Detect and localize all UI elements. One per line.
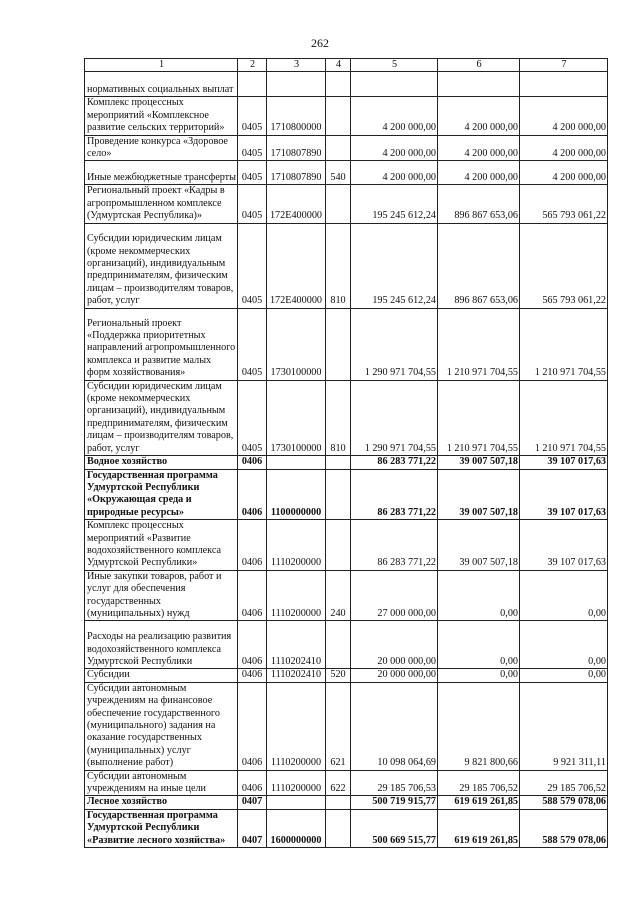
amount-year-2: 619 619 261,85 xyxy=(438,796,520,809)
expense-type-code xyxy=(326,456,351,469)
amount-year-2: 0,00 xyxy=(438,570,520,621)
target-article-code: 1710807890 xyxy=(267,161,326,185)
target-article-code: 1100000000 xyxy=(267,469,326,520)
amount-year-3: 4 200 000,00 xyxy=(520,97,608,135)
amount-year-1: 10 098 064,69 xyxy=(351,682,438,770)
table-row xyxy=(85,809,608,847)
table-row xyxy=(85,308,608,380)
amount-year-1: 4 200 000,00 xyxy=(351,97,438,135)
target-article-code: 1110200000 xyxy=(267,570,326,621)
amount-year-3: 0,00 xyxy=(520,570,608,621)
section-code: 0405 xyxy=(238,380,267,455)
table-row xyxy=(85,621,608,669)
section-code: 0406 xyxy=(238,520,267,571)
expense-type-code xyxy=(326,308,351,380)
col-header-7: 7 xyxy=(520,59,608,72)
amount-year-1: 500 719 915,77 xyxy=(351,796,438,809)
row-name: Иные закупки товаров, работ и услуг для обеспечения государственных (муниципальных) нужд xyxy=(85,570,238,621)
expense-type-code xyxy=(326,135,351,161)
row-name: Государственная программа Удмуртской Республики «Развитие лесного хозяйства» xyxy=(85,809,238,847)
expense-type-code: 810 xyxy=(326,223,351,308)
amount-year-1: 20 000 000,00 xyxy=(351,621,438,669)
expense-type-code xyxy=(326,97,351,135)
col-header-5: 5 xyxy=(351,59,438,72)
table-row xyxy=(85,669,608,682)
table-row xyxy=(85,185,608,223)
amount-year-2: 4 200 000,00 xyxy=(438,97,520,135)
header-row xyxy=(85,59,608,72)
target-article-code: 1710807890 xyxy=(267,135,326,161)
row-name: Лесное хозяйство xyxy=(85,796,238,809)
target-article-code xyxy=(267,456,326,469)
col-header-4: 4 xyxy=(326,59,351,72)
target-article-code xyxy=(267,796,326,809)
expense-type-code: 240 xyxy=(326,570,351,621)
amount-year-3: 0,00 xyxy=(520,621,608,669)
row-name: Субсидии xyxy=(85,669,238,682)
table-row xyxy=(85,469,608,520)
target-article-code: 172E400000 xyxy=(267,185,326,223)
amount-year-1: 86 283 771,22 xyxy=(351,469,438,520)
section-code: 0405 xyxy=(238,135,267,161)
table-row xyxy=(85,796,608,809)
row-name: Иные межбюджетные трансферты xyxy=(85,161,238,185)
section-code: 0405 xyxy=(238,308,267,380)
expense-type-code xyxy=(326,185,351,223)
amount-year-2: 4 200 000,00 xyxy=(438,161,520,185)
amount-year-3: 0,00 xyxy=(520,669,608,682)
section-code: 0406 xyxy=(238,570,267,621)
table-row xyxy=(85,682,608,770)
target-article-code: 1110200000 xyxy=(267,520,326,571)
budget-table xyxy=(84,58,608,848)
section-code xyxy=(238,72,267,97)
amount-year-3: 39 107 017,63 xyxy=(520,520,608,571)
page-number: 262 xyxy=(311,36,329,50)
amount-year-1: 27 000 000,00 xyxy=(351,570,438,621)
amount-year-3: 29 185 706,52 xyxy=(520,770,608,796)
amount-year-3: 588 579 078,06 xyxy=(520,796,608,809)
expense-type-code xyxy=(326,809,351,847)
amount-year-2: 1 210 971 704,55 xyxy=(438,380,520,455)
section-code: 0405 xyxy=(238,223,267,308)
section-code: 0406 xyxy=(238,456,267,469)
target-article-code: 1600000000 xyxy=(267,809,326,847)
amount-year-3: 4 200 000,00 xyxy=(520,161,608,185)
amount-year-2: 4 200 000,00 xyxy=(438,135,520,161)
col-header-3: 3 xyxy=(267,59,326,72)
amount-year-1: 1 290 971 704,55 xyxy=(351,380,438,455)
col-header-6: 6 xyxy=(438,59,520,72)
row-name: Региональный проект «Кадры в агропромышленном комплексе (Удмуртская Республика)» xyxy=(85,185,238,223)
amount-year-2: 39 007 507,18 xyxy=(438,456,520,469)
row-name: Субсидии юридическим лицам (кроме некоммерческих организаций), индивидуальным предпринимателям, физическим лицам – производителям товаров, работ, услуг xyxy=(85,223,238,308)
amount-year-3: 565 793 061,22 xyxy=(520,223,608,308)
expense-type-code xyxy=(326,72,351,97)
expense-type-code: 540 xyxy=(326,161,351,185)
row-name: Государственная программа Удмуртской Республики «Окружающая среда и природные ресурсы» xyxy=(85,469,238,520)
target-article-code: 1730100000 xyxy=(267,308,326,380)
amount-year-3: 4 200 000,00 xyxy=(520,135,608,161)
expense-type-code xyxy=(326,796,351,809)
amount-year-3: 1 210 971 704,55 xyxy=(520,380,608,455)
col-header-2: 2 xyxy=(238,59,267,72)
target-article-code: 1110200000 xyxy=(267,770,326,796)
section-code: 0407 xyxy=(238,796,267,809)
amount-year-2: 896 867 653,06 xyxy=(438,223,520,308)
table-row xyxy=(85,520,608,571)
amount-year-1: 4 200 000,00 xyxy=(351,161,438,185)
section-code: 0406 xyxy=(238,682,267,770)
amount-year-2: 1 210 971 704,55 xyxy=(438,308,520,380)
target-article-code: 1110202410 xyxy=(267,621,326,669)
expense-type-code: 810 xyxy=(326,380,351,455)
expense-type-code: 622 xyxy=(326,770,351,796)
expense-type-code xyxy=(326,469,351,520)
amount-year-1: 20 000 000,00 xyxy=(351,669,438,682)
amount-year-1: 4 200 000,00 xyxy=(351,135,438,161)
amount-year-1: 1 290 971 704,55 xyxy=(351,308,438,380)
section-code: 0406 xyxy=(238,669,267,682)
amount-year-1: 195 245 612,24 xyxy=(351,185,438,223)
table-row xyxy=(85,223,608,308)
amount-year-2: 39 007 507,18 xyxy=(438,520,520,571)
amount-year-2: 0,00 xyxy=(438,621,520,669)
amount-year-3 xyxy=(520,72,608,97)
section-code: 0407 xyxy=(238,809,267,847)
section-code: 0406 xyxy=(238,770,267,796)
row-name: Расходы на реализацию развития водохозяйственного комплекса Удмуртской Республики xyxy=(85,621,238,669)
section-code: 0406 xyxy=(238,469,267,520)
amount-year-1: 29 185 706,53 xyxy=(351,770,438,796)
amount-year-2: 619 619 261,85 xyxy=(438,809,520,847)
amount-year-3: 1 210 971 704,55 xyxy=(520,308,608,380)
section-code: 0405 xyxy=(238,161,267,185)
expense-type-code: 520 xyxy=(326,669,351,682)
target-article-code: 172E400000 xyxy=(267,223,326,308)
row-name: Комплекс процессных мероприятий «Комплексное развитие сельских территорий» xyxy=(85,97,238,135)
expense-type-code xyxy=(326,520,351,571)
amount-year-2 xyxy=(438,72,520,97)
table-row xyxy=(85,570,608,621)
row-name: нормативных социальных выплат xyxy=(85,72,238,97)
section-code: 0405 xyxy=(238,185,267,223)
table-row xyxy=(85,72,608,97)
amount-year-1 xyxy=(351,72,438,97)
amount-year-1: 195 245 612,24 xyxy=(351,223,438,308)
row-name: Комплекс процессных мероприятий «Развитие водохозяйственного комплекса Удмуртской Республики» xyxy=(85,520,238,571)
expense-type-code xyxy=(326,621,351,669)
row-name: Субсидии автономным учреждениям на финансовое обеспечение государственного (муниципального) задания на оказание государственных (муниципальных) услуг (выполнение работ) xyxy=(85,682,238,770)
row-name: Региональный проект «Поддержка приоритетных направлений агропромышленного комплекса и развитие малых форм хозяйствования» xyxy=(85,308,238,380)
amount-year-2: 39 007 507,18 xyxy=(438,469,520,520)
amount-year-1: 86 283 771,22 xyxy=(351,520,438,571)
target-article-code: 1730100000 xyxy=(267,380,326,455)
expense-type-code: 621 xyxy=(326,682,351,770)
amount-year-2: 0,00 xyxy=(438,669,520,682)
amount-year-1: 86 283 771,22 xyxy=(351,456,438,469)
target-article-code: 1710800000 xyxy=(267,97,326,135)
target-article-code: 1110200000 xyxy=(267,682,326,770)
amount-year-3: 9 921 311,11 xyxy=(520,682,608,770)
amount-year-3: 39 107 017,63 xyxy=(520,456,608,469)
amount-year-3: 565 793 061,22 xyxy=(520,185,608,223)
amount-year-2: 29 185 706,52 xyxy=(438,770,520,796)
table-row xyxy=(85,161,608,185)
amount-year-2: 896 867 653,06 xyxy=(438,185,520,223)
amount-year-2: 9 821 800,66 xyxy=(438,682,520,770)
amount-year-3: 39 107 017,63 xyxy=(520,469,608,520)
table-row xyxy=(85,770,608,796)
section-code: 0406 xyxy=(238,621,267,669)
table-row xyxy=(85,380,608,455)
row-name: Субсидии юридическим лицам (кроме некоммерческих организаций), индивидуальным предпринимателям, физическим лицам – производителям товаров, работ, услуг xyxy=(85,380,238,455)
amount-year-3: 588 579 078,06 xyxy=(520,809,608,847)
target-article-code: 1110202410 xyxy=(267,669,326,682)
target-article-code xyxy=(267,72,326,97)
row-name: Проведение конкурса «Здоровое село» xyxy=(85,135,238,161)
section-code: 0405 xyxy=(238,97,267,135)
amount-year-1: 500 669 515,77 xyxy=(351,809,438,847)
table-row xyxy=(85,135,608,161)
row-name: Субсидии автономным учреждениям на иные цели xyxy=(85,770,238,796)
col-header-1: 1 xyxy=(85,59,238,72)
table-row xyxy=(85,97,608,135)
row-name: Водное хозяйство xyxy=(85,456,238,469)
table-row xyxy=(85,456,608,469)
